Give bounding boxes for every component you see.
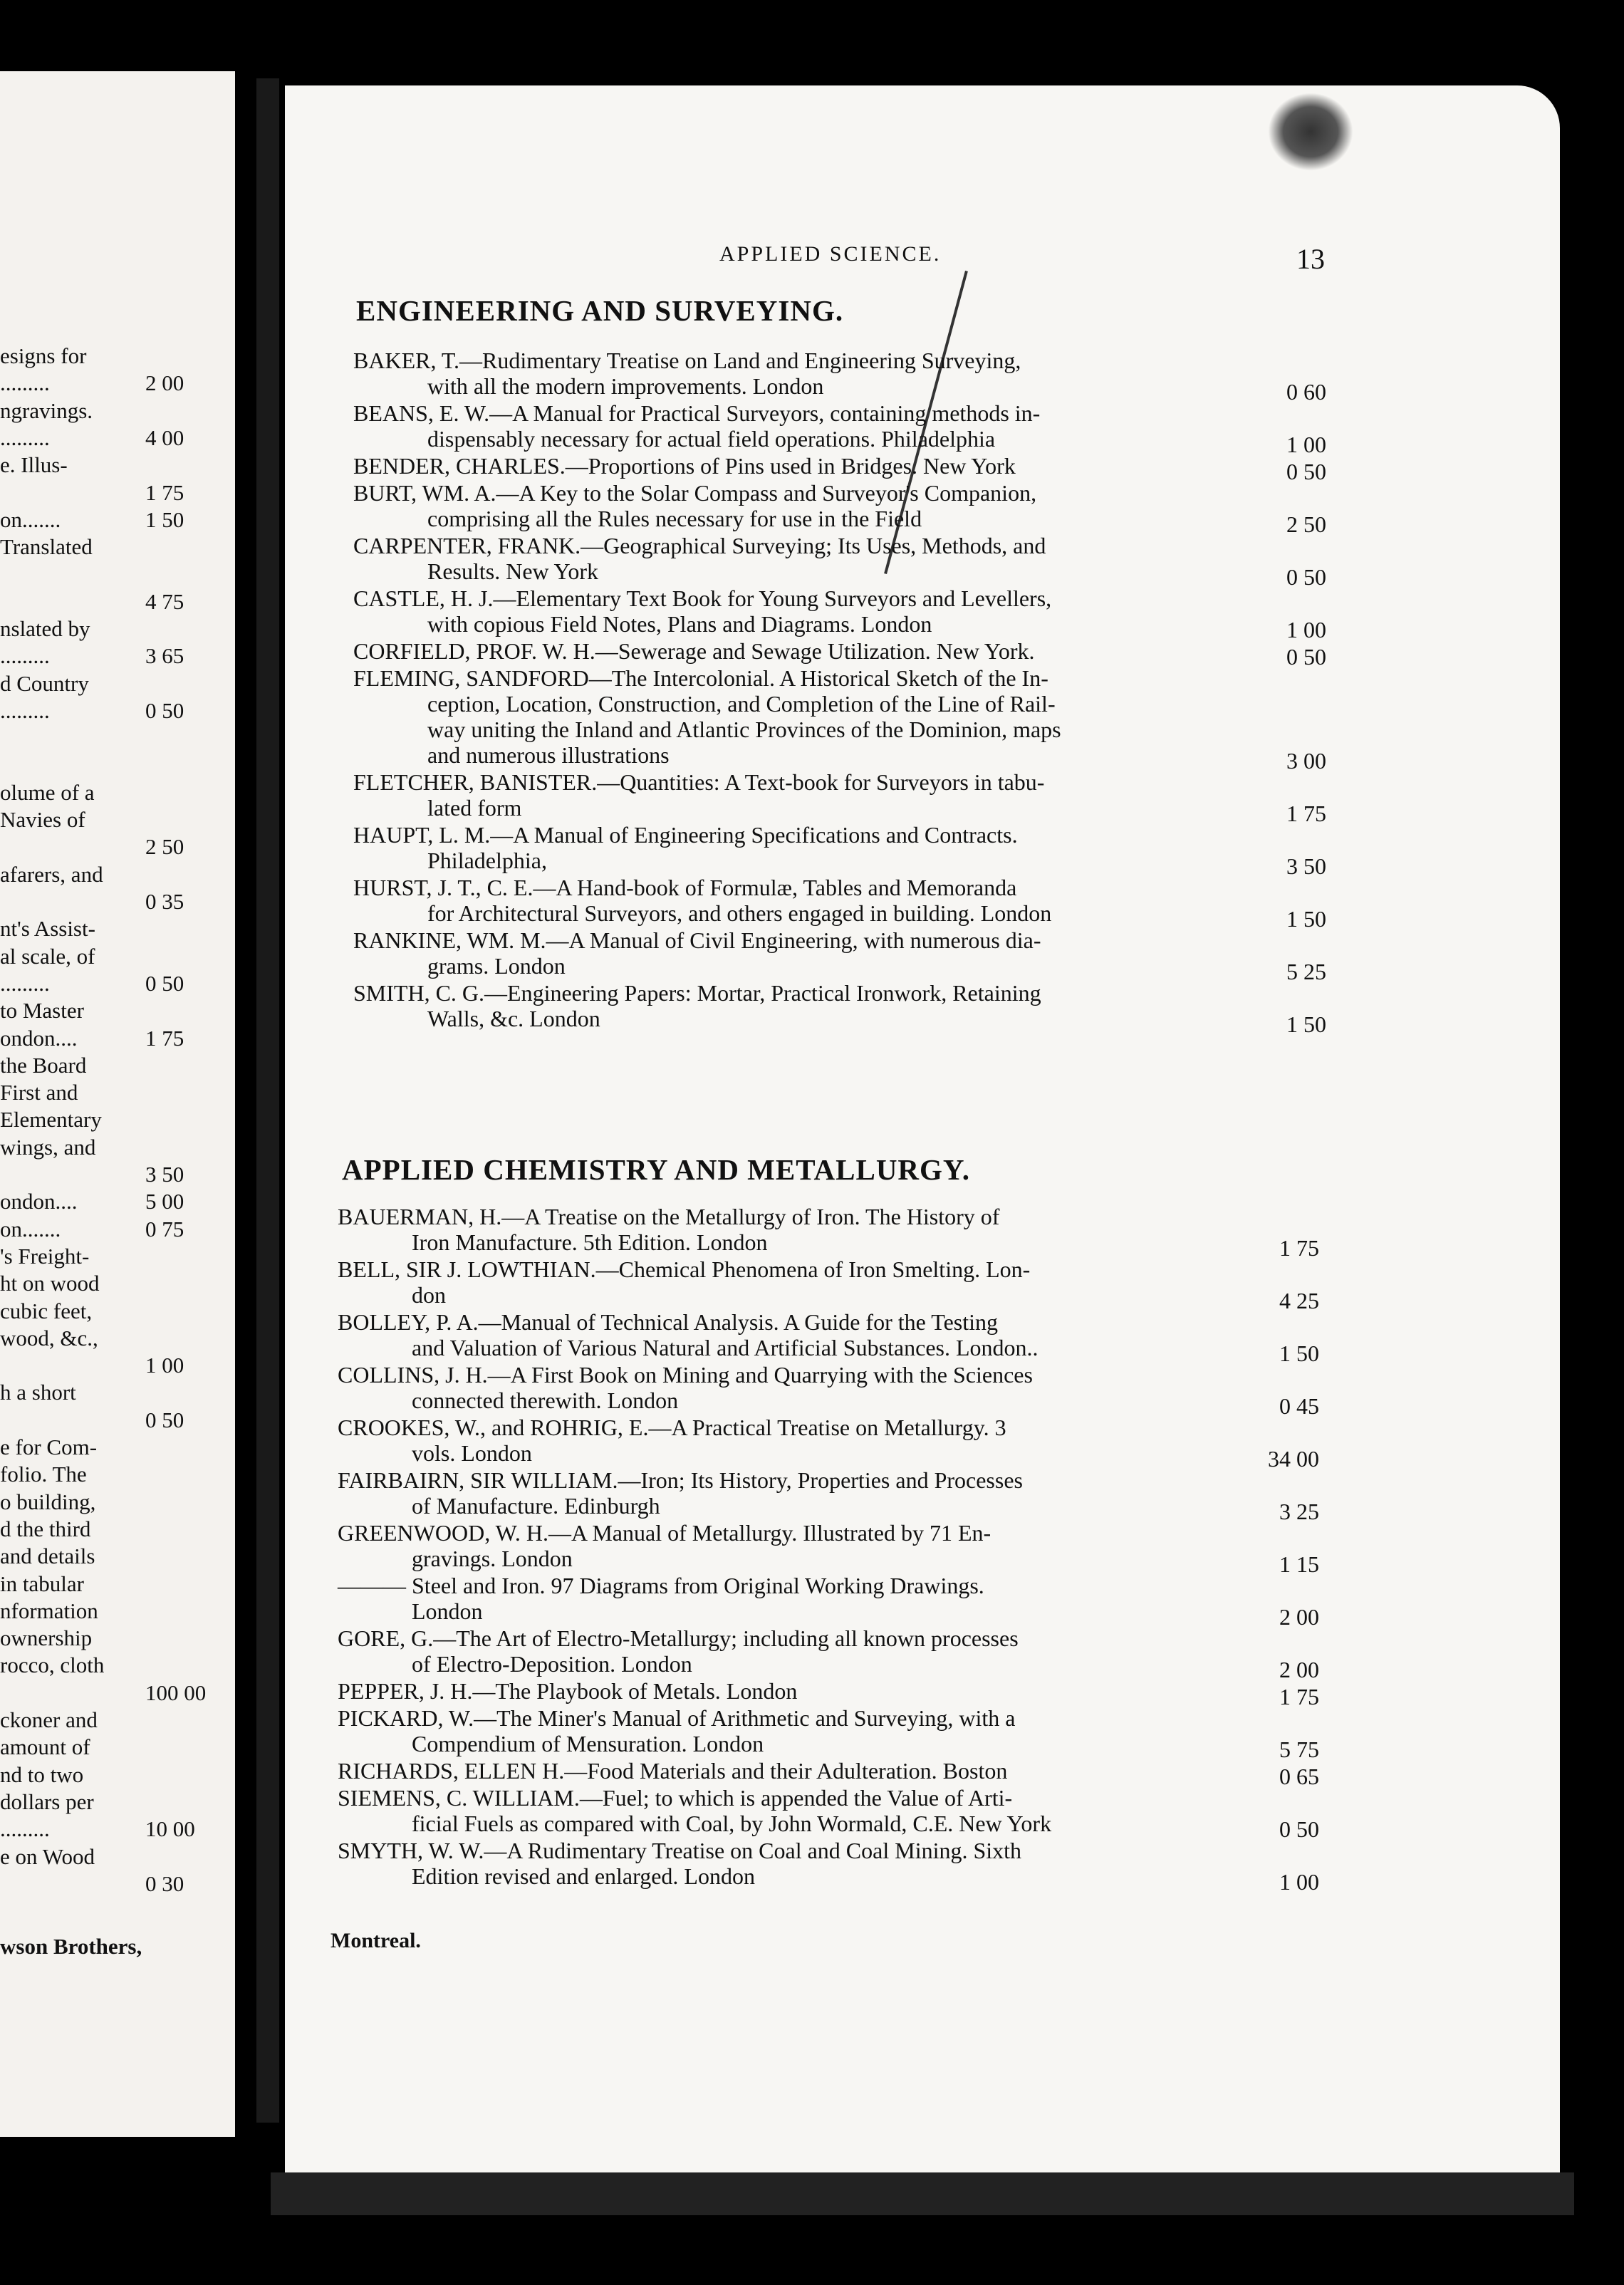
entry-price: 1 75 bbox=[1279, 1235, 1319, 1261]
left-page-text: wings, and bbox=[0, 1134, 96, 1160]
left-page-text: nd to two bbox=[0, 1761, 84, 1787]
entry-price: 1 75 bbox=[1279, 1684, 1319, 1709]
left-page-line bbox=[0, 397, 235, 425]
entry-price: 2 50 bbox=[1286, 511, 1326, 537]
entry-continuation: comprising all the Rules necessary for use in the Field bbox=[427, 506, 922, 531]
left-page-line bbox=[0, 1133, 235, 1162]
left-page-text: d Country bbox=[0, 670, 89, 696]
left-page-price: 4 75 bbox=[145, 588, 184, 614]
left-page-text: ngravings. bbox=[0, 397, 93, 423]
running-head: APPLIED SCIENCE. bbox=[719, 242, 942, 266]
left-page-line bbox=[0, 1187, 235, 1216]
left-page-line bbox=[0, 969, 235, 998]
left-page-line bbox=[0, 779, 235, 807]
left-page-line bbox=[0, 1761, 235, 1789]
entry-price: 2 00 bbox=[1279, 1604, 1319, 1630]
left-page-text: ht on wood bbox=[0, 1271, 100, 1296]
entry-continuation: Edition revised and enlarged. London bbox=[412, 1863, 755, 1889]
left-page-line bbox=[0, 479, 235, 507]
left-page-line bbox=[0, 1024, 235, 1053]
left-page-line bbox=[0, 1870, 235, 1898]
entry-author-title: BEANS, E. W.—A Manual for Practical Surveyors, containing methods in- bbox=[353, 400, 1041, 426]
entry-continuation: with copious Field Notes, Plans and Diagrams. London bbox=[427, 611, 932, 637]
left-page-text: rocco, cloth bbox=[0, 1652, 105, 1678]
entry-price: 0 50 bbox=[1286, 644, 1326, 670]
entry-author-title: CROOKES, W., and ROHRIG, E.—A Practical Treatise on Metallurgy. 3 bbox=[338, 1415, 1006, 1440]
entry-price: 3 50 bbox=[1286, 853, 1326, 879]
left-page-line bbox=[0, 369, 235, 397]
left-page-price: 2 00 bbox=[145, 370, 184, 396]
left-page-line bbox=[0, 1788, 235, 1816]
left-page-line bbox=[0, 615, 235, 643]
left-page-text: o building, bbox=[0, 1489, 96, 1514]
left-page-price: 0 50 bbox=[145, 697, 184, 723]
entry-continuation: gravings. London bbox=[412, 1546, 573, 1571]
entry-continuation: ception, Location, Construction, and Completion of the Line of Rail- bbox=[427, 691, 1056, 717]
entry-continuation: way uniting the Inland and Atlantic Provinces of the Dominion, maps bbox=[427, 717, 1061, 742]
entry-author-title: CASTLE, H. J.—Elementary Text Book for Young Surveyors and Levellers, bbox=[353, 585, 1052, 611]
left-page-text: 's Freight- bbox=[0, 1243, 90, 1269]
entry-price: 1 15 bbox=[1279, 1551, 1319, 1577]
entry-continuation: Philadelphia, bbox=[427, 848, 547, 873]
left-page-text: e. Illus- bbox=[0, 452, 68, 478]
left-page-text: ......... bbox=[0, 1816, 50, 1842]
entry-author-title: RICHARDS, ELLEN H.—Food Materials and their Adulteration. Boston bbox=[338, 1758, 1008, 1784]
entry-price: 0 50 bbox=[1279, 1816, 1319, 1842]
entry-price: 1 50 bbox=[1279, 1341, 1319, 1366]
left-page-text: First and bbox=[0, 1080, 78, 1105]
left-page-line bbox=[0, 1351, 235, 1380]
entry-price: 1 75 bbox=[1286, 801, 1326, 826]
left-page-text: to Master bbox=[0, 998, 84, 1024]
left-page-text: olume of a bbox=[0, 779, 95, 805]
entry-price: 5 25 bbox=[1286, 959, 1326, 984]
entry-continuation: with all the modern improvements. London bbox=[427, 373, 824, 399]
left-page-text: ondon.... bbox=[0, 1025, 78, 1051]
left-page-line bbox=[0, 697, 235, 725]
left-page-line bbox=[0, 1242, 235, 1271]
left-page-line bbox=[0, 588, 235, 616]
left-page-footer: wson Brothers, bbox=[0, 1934, 142, 1959]
left-page-line bbox=[0, 1651, 235, 1680]
entry-continuation: for Architectural Surveyors, and others engaged in building. London bbox=[427, 900, 1052, 926]
entry-price: 5 75 bbox=[1279, 1737, 1319, 1762]
entry-author-title: COLLINS, J. H.—A First Book on Mining and Quarrying with the Sciences bbox=[338, 1362, 1033, 1388]
entry-continuation: of Manufacture. Edinburgh bbox=[412, 1493, 660, 1519]
entry-author-title: BENDER, CHARLES.—Proportions of Pins used in Bridges. New York bbox=[353, 453, 1016, 479]
entry-author-title: SMITH, C. G.—Engineering Papers: Mortar, Practical Ironwork, Retaining bbox=[353, 980, 1041, 1006]
left-page-line bbox=[0, 1105, 235, 1134]
left-page-price: 10 00 bbox=[145, 1816, 195, 1842]
left-page-text: e for Com- bbox=[0, 1435, 98, 1459]
left-page-line bbox=[0, 724, 235, 752]
left-page-text: Translated bbox=[0, 534, 93, 560]
entry-price: 1 00 bbox=[1279, 1869, 1319, 1895]
entry-continuation: don bbox=[412, 1282, 446, 1308]
left-page-text: and details bbox=[0, 1544, 95, 1569]
entry-author-title: FLETCHER, BANISTER.—Quantities: A Text-book for Surveyors in tabu- bbox=[353, 769, 1045, 795]
left-page-text: d the third bbox=[0, 1516, 91, 1541]
left-page-price: 1 75 bbox=[145, 479, 184, 505]
entry-author-title: BOLLEY, P. A.—Manual of Technical Analysis. A Guide for the Testing bbox=[338, 1309, 998, 1335]
left-page-text: nt's Assist- bbox=[0, 916, 95, 942]
publisher-city: Montreal. bbox=[330, 1929, 421, 1952]
left-page-text: al scale, of bbox=[0, 943, 95, 969]
left-page-line bbox=[0, 1078, 235, 1107]
left-page-line bbox=[0, 1624, 235, 1652]
left-page-line bbox=[0, 1733, 235, 1761]
entry-author-title: FLEMING, SANDFORD—The Intercolonial. A Historical Sketch of the In- bbox=[353, 665, 1048, 691]
left-page-line bbox=[0, 996, 235, 1025]
entry-author-title: SMYTH, W. W.—A Rudimentary Treatise on Coal and Coal Mining. Sixth bbox=[338, 1838, 1022, 1863]
left-page-line bbox=[0, 533, 235, 561]
entry-author-title: HURST, J. T., C. E.—A Hand-book of Formulæ, Tables and Memoranda bbox=[353, 875, 1017, 900]
entry-continuation: vols. London bbox=[412, 1440, 532, 1466]
entry-price: 34 00 bbox=[1268, 1446, 1319, 1472]
entry-price: 1 00 bbox=[1286, 617, 1326, 642]
entry-continuation: London bbox=[412, 1598, 483, 1624]
left-page-line bbox=[0, 860, 235, 889]
left-page-line bbox=[0, 1378, 235, 1407]
left-page-line bbox=[0, 1160, 235, 1189]
left-page-price: 0 30 bbox=[145, 1870, 184, 1896]
left-page-text: wood, &c., bbox=[0, 1325, 98, 1350]
entry-continuation: dispensably necessary for actual field operations. Philadelphia bbox=[427, 426, 996, 452]
left-page-text: afarers, and bbox=[0, 861, 103, 887]
entry-price: 3 00 bbox=[1286, 748, 1326, 774]
entry-author-title: BELL, SIR J. LOWTHIAN.—Chemical Phenomena of Iron Smelting. Lon- bbox=[338, 1256, 1031, 1282]
left-page-line bbox=[0, 942, 235, 971]
entry-author-title: GORE, G.—The Art of Electro-Metallurgy; including all known processes bbox=[338, 1625, 1019, 1651]
left-page-text: Elementary bbox=[0, 1107, 102, 1133]
entry-price: 3 25 bbox=[1279, 1499, 1319, 1524]
left-page-line bbox=[0, 1706, 235, 1734]
left-page-line bbox=[0, 424, 235, 452]
entry-continuation: and numerous illustrations bbox=[427, 742, 670, 768]
left-page-price: 0 35 bbox=[145, 889, 184, 914]
entry-price: 1 50 bbox=[1286, 906, 1326, 932]
entry-continuation: of Electro-Deposition. London bbox=[412, 1651, 692, 1677]
left-page-price: 0 75 bbox=[145, 1216, 184, 1242]
left-page-price: 4 00 bbox=[145, 425, 184, 450]
entry-continuation: ficial Fuels as compared with Coal, by John Wormald, C.E. New York bbox=[412, 1811, 1052, 1836]
entry-continuation: Iron Manufacture. 5th Edition. London bbox=[412, 1229, 768, 1255]
left-page-line bbox=[0, 1570, 235, 1598]
left-page-price: 3 50 bbox=[145, 1162, 184, 1187]
left-page-line bbox=[0, 1051, 235, 1080]
left-page-line bbox=[0, 1433, 235, 1462]
left-page-text: ondon.... bbox=[0, 1189, 78, 1214]
left-page-text: on....... bbox=[0, 1216, 61, 1242]
page-number: 13 bbox=[1296, 243, 1325, 275]
entry-author-title: ——— Steel and Iron. 97 Diagrams from Original Working Drawings. bbox=[338, 1573, 984, 1598]
entry-price: 0 60 bbox=[1286, 379, 1326, 405]
entry-author-title: SIEMENS, C. WILLIAM.—Fuel; to which is appended the Value of Arti- bbox=[338, 1785, 1013, 1811]
left-page-text: on....... bbox=[0, 506, 61, 532]
left-page-line bbox=[0, 642, 235, 670]
left-page-text: e on Wood bbox=[0, 1843, 95, 1869]
left-page-line bbox=[0, 1488, 235, 1516]
left-page-price: 1 75 bbox=[145, 1025, 184, 1051]
left-page-line bbox=[0, 342, 235, 370]
left-page-text: amount of bbox=[0, 1734, 90, 1760]
left-page-line bbox=[0, 1843, 235, 1871]
left-page-text: cubic feet, bbox=[0, 1298, 93, 1323]
left-page-line bbox=[0, 1406, 235, 1435]
left-page-line bbox=[0, 1679, 235, 1707]
left-page-line bbox=[0, 1269, 235, 1298]
left-page-line bbox=[0, 888, 235, 916]
entry-continuation: Walls, &c. London bbox=[427, 1006, 600, 1031]
left-page-line bbox=[0, 1297, 235, 1326]
entry-price: 2 00 bbox=[1279, 1657, 1319, 1682]
left-page-text: ownership bbox=[0, 1625, 93, 1651]
entry-author-title: HAUPT, L. M.—A Manual of Engineering Specifications and Contracts. bbox=[353, 822, 1018, 848]
ink-blot bbox=[1268, 93, 1353, 171]
left-page-line bbox=[0, 1597, 235, 1625]
left-page-text: ......... bbox=[0, 697, 50, 723]
left-page-line bbox=[0, 506, 235, 534]
left-page-text: dollars per bbox=[0, 1789, 94, 1814]
left-page-text: the Board bbox=[0, 1052, 87, 1078]
left-page-line bbox=[0, 833, 235, 861]
entry-author-title: GREENWOOD, W. H.—A Manual of Metallurgy. Illustrated by 71 En- bbox=[338, 1520, 991, 1546]
entry-author-title: FAIRBAIRN, SIR WILLIAM.—Iron; Its History, Properties and Processes bbox=[338, 1467, 1023, 1493]
left-page-price: 0 50 bbox=[145, 1407, 184, 1432]
entry-author-title: PEPPER, J. H.—The Playbook of Metals. London bbox=[338, 1678, 798, 1704]
left-page-line bbox=[0, 751, 235, 780]
entry-price: 1 50 bbox=[1286, 1011, 1326, 1037]
left-page-price: 5 00 bbox=[145, 1189, 184, 1214]
left-page-price: 3 65 bbox=[145, 643, 184, 669]
left-page-line bbox=[0, 1460, 235, 1489]
left-page-text: nslated by bbox=[0, 616, 90, 641]
left-page-text: h a short bbox=[0, 1380, 76, 1405]
entry-author-title: BAKER, T.—Rudimentary Treatise on Land and Engineering Surveying, bbox=[353, 348, 1021, 373]
left-page-text: ......... bbox=[0, 370, 50, 396]
entry-continuation: lated form bbox=[427, 795, 522, 821]
entry-author-title: CORFIELD, PROF. W. H.—Sewerage and Sewage Utilization. New York. bbox=[353, 638, 1035, 664]
entry-price: 0 65 bbox=[1279, 1764, 1319, 1789]
left-page-line bbox=[0, 560, 235, 588]
page-edge-shadow bbox=[271, 2172, 1574, 2215]
left-page-line bbox=[0, 1324, 235, 1353]
left-page-text: esigns for bbox=[0, 343, 87, 368]
entry-continuation: connected therewith. London bbox=[412, 1388, 679, 1413]
left-page-text: folio. The bbox=[0, 1462, 87, 1487]
left-page-price: 1 00 bbox=[145, 1353, 184, 1378]
entry-continuation: Results. New York bbox=[427, 558, 599, 584]
entry-author-title: CARPENTER, FRANK.—Geographical Surveying; Its Uses, Methods, and bbox=[353, 533, 1046, 558]
entry-continuation: and Valuation of Various Natural and Artificial Substances. London.. bbox=[412, 1335, 1039, 1360]
entry-author-title: PICKARD, W.—The Miner's Manual of Arithmetic and Surveying, with a bbox=[338, 1705, 1016, 1731]
entry-continuation: Compendium of Mensuration. London bbox=[412, 1731, 764, 1756]
section-title-chemistry: APPLIED CHEMISTRY AND METALLURGY. bbox=[342, 1153, 971, 1186]
entry-author-title: BAUERMAN, H.—A Treatise on the Metallurgy of Iron. The History of bbox=[338, 1204, 1000, 1229]
left-page-line bbox=[0, 1815, 235, 1843]
page-gutter bbox=[256, 78, 279, 2123]
left-page-line bbox=[0, 915, 235, 943]
left-page-line bbox=[0, 1515, 235, 1544]
previous-page-fragment bbox=[0, 71, 235, 2137]
entry-price: 0 50 bbox=[1286, 459, 1326, 484]
left-page-line bbox=[0, 451, 235, 479]
left-page-text: ......... bbox=[0, 970, 50, 996]
entry-author-title: BURT, WM. A.—A Key to the Solar Compass and Surveyor's Companion, bbox=[353, 480, 1037, 506]
left-page-text: ......... bbox=[0, 425, 50, 450]
left-page-text: ......... bbox=[0, 643, 50, 669]
left-page-text: nformation bbox=[0, 1598, 98, 1623]
left-page-line bbox=[0, 670, 235, 698]
left-page-text: in tabular bbox=[0, 1571, 84, 1596]
left-page-price: 2 50 bbox=[145, 834, 184, 860]
entry-price: 4 25 bbox=[1279, 1288, 1319, 1313]
entry-continuation: grams. London bbox=[427, 953, 566, 979]
left-page-price: 1 50 bbox=[145, 506, 184, 532]
entry-price: 1 00 bbox=[1286, 432, 1326, 457]
left-page-price: 0 50 bbox=[145, 970, 184, 996]
left-page-text: ckoner and bbox=[0, 1707, 98, 1732]
left-page-line bbox=[0, 1215, 235, 1244]
left-page-price: 100 00 bbox=[145, 1680, 207, 1705]
section-title-engineering: ENGINEERING AND SURVEYING. bbox=[356, 294, 844, 327]
entry-price: 0 50 bbox=[1286, 564, 1326, 590]
entry-price: 0 45 bbox=[1279, 1393, 1319, 1419]
left-page-line bbox=[0, 806, 235, 834]
left-page-line bbox=[0, 1542, 235, 1571]
left-page-text: Navies of bbox=[0, 807, 85, 833]
entry-author-title: RANKINE, WM. M.—A Manual of Civil Engineering, with numerous dia- bbox=[353, 927, 1041, 953]
